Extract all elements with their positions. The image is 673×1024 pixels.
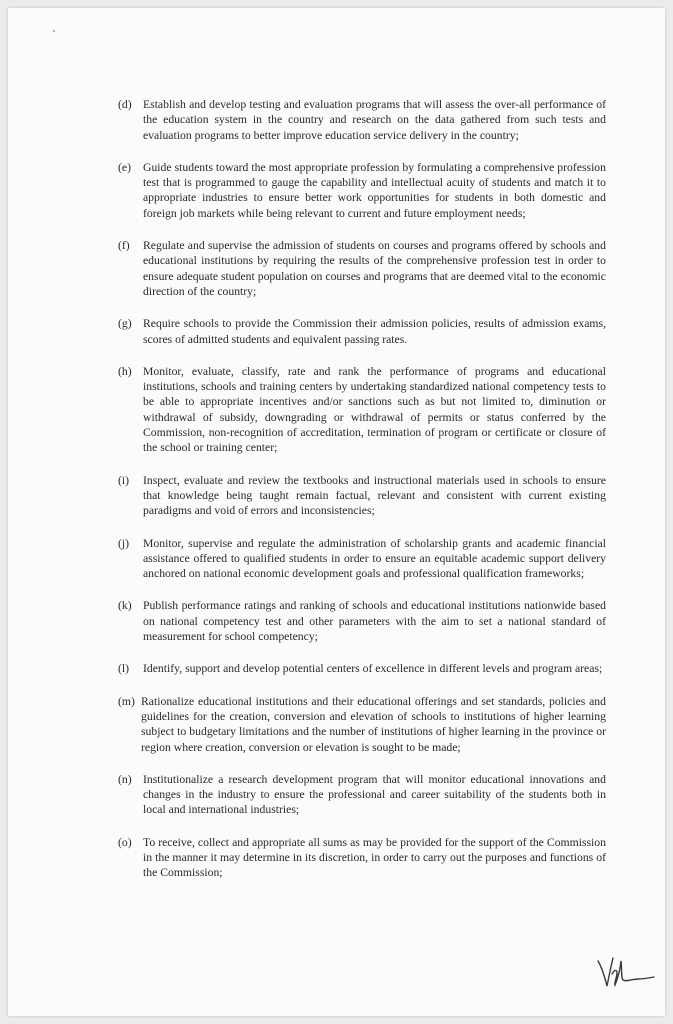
clause-marker: (i): [118, 473, 130, 487]
clause-marker: (d): [118, 98, 132, 111]
clause-e: [118, 160, 606, 221]
clause-text: Establish and develop testing and evaluation programs that will assess the over-all performance of the education system in the country and research on the data gathered from such tests and evaluation programs to better improve education service delivery in the country;: [143, 98, 606, 142]
clause-list: [118, 97, 606, 898]
clause-marker: (f): [118, 239, 130, 253]
clause-text: Monitor, evaluate, classify, rate and rank the performance of programs and educational institutions, schools and training centers by undertaking standardized national competency tests to be able to appropriate incentives and/or sanctions such as but not limited to, diminution or withdrawal of subsidy, downgrading or withdrawal of permits or status conferred by the Commission, non-recognition of accreditation, termination of program or certificate or closure of the school or training center;: [143, 364, 606, 455]
clause-j: [118, 536, 606, 582]
clause-marker: (h): [118, 364, 132, 378]
clause-g: [118, 316, 606, 347]
clause-k: [118, 598, 606, 644]
clause-marker: (j): [118, 536, 130, 550]
clause-text: Rationalize educational institutions and their educational offerings and set standards, policies and guidelines for the creation, conversion and elevation of schools to institutions of higher learning subject to budgetary limitations and the number of institutions of higher learning in the province or region where creation, conversion or elevation is sought to be made;: [141, 694, 606, 754]
clause-marker: (e): [118, 160, 131, 174]
clause-marker: (k): [118, 599, 132, 613]
clause-text: Identify, support and develop potential centers of excellence in different levels and program areas;: [143, 662, 603, 676]
clause-marker: (m): [118, 694, 135, 708]
clause-text: Inspect, evaluate and review the textbooks and instructional materials used in schools to ensure that knowledge being taught remain factual, relevant and consistent with current existing paradigms and void of errors and inconsistencies;: [143, 473, 606, 518]
clause-text: Require schools to provide the Commission their admission policies, results of admission exams, scores of admitted students and equivalent passing rates.: [143, 317, 606, 346]
document-page: [8, 8, 665, 1016]
clause-m: [118, 694, 606, 755]
clause-marker: (n): [118, 772, 132, 786]
clause-marker: (l): [118, 662, 130, 676]
clause-h: [118, 364, 606, 456]
clause-text: Regulate and supervise the admission of students on courses and programs offered by schools and educational institutions by requiring the results of the comprehensive profession test in order to ensure adequate student population on courses and programs that are deemed vital to the economic direction of the country;: [143, 239, 606, 298]
clause-text: Institutionalize a research development program that will monitor educational innovations and changes in the industry to ensure the professional and career suitability of the students both in local and international industries;: [143, 772, 606, 817]
clause-text: Publish performance ratings and ranking of schools and educational institutions nationwide based on national competency test and other parameters with the aim to set a national standard of measurement for school competency;: [143, 599, 606, 644]
clause-i: [118, 473, 606, 519]
clause-marker: (g): [118, 317, 132, 331]
clause-o: [118, 835, 606, 881]
clause-d: [118, 97, 606, 143]
signature-icon: [596, 952, 656, 992]
clause-text: Guide students toward the most appropriate profession by formulating a comprehensive profession test that is programmed to gauge the capability and intellectual acuity of students and match it to appropriate industries to ensure better work opportunities for students in both domestic and foreign job markets while being relevant to current and future employment needs;: [143, 160, 606, 220]
clause-marker: (o): [118, 835, 132, 849]
clause-n: [118, 772, 606, 818]
clause-f: [118, 238, 606, 299]
clause-l: [118, 661, 606, 676]
scan-speck: [53, 30, 55, 32]
clause-text: Monitor, supervise and regulate the administration of scholarship grants and academic financial assistance offered to qualified students in order to ensure an equitable academic support delivery anchored on national economic development goals and professional qualification frameworks;: [143, 536, 606, 581]
clause-text: To receive, collect and appropriate all sums as may be provided for the support of the Commission in the manner it may determine in its discretion, in order to carry out the purposes and functions of the Commission;: [143, 835, 606, 880]
